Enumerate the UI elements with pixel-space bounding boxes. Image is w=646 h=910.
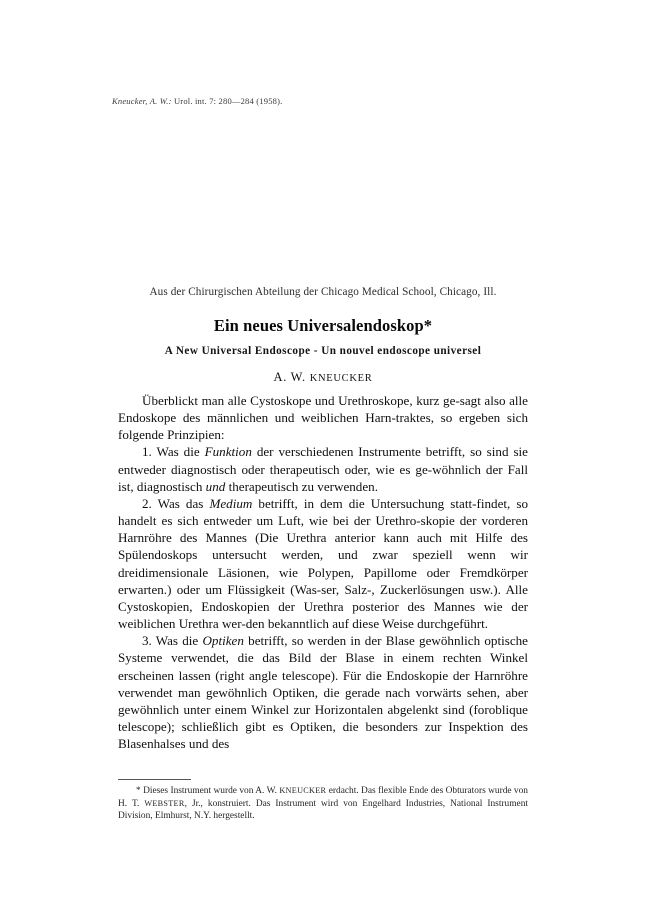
footnote-name-kneucker: KNEUCKER [279, 786, 327, 795]
author-initials: A. W. [273, 369, 310, 384]
paragraph-item-1 [118, 443, 528, 494]
footnote-separator-rule [118, 779, 191, 780]
item-2-emphasis-medium: Medium [209, 495, 253, 511]
author-byline [118, 370, 528, 385]
item-3-tail: betrifft, so werden in der Blase gewöhnlich optische Systeme verwendet, die das Bild der Blase in einem rechten Winkel erscheinen lassen (right angle telescope). Für die Endoskopie der Harnröhre verwendet man gewöhnlich Optiken, die gerade nach vorwärts sehen, aber gewöhnlich unter einem Winkel zur Horizontalen abgelenkt sind (foroblique telescope); schließlich gibt es Optiken, die besonders zur Inspektion des Blasenhalses und des [118, 633, 528, 752]
item-1-tail: therapeutisch zu verwenden. [225, 478, 378, 494]
paragraph-item-3 [118, 632, 528, 752]
footnote-part-a: * Dieses Instrument wurde von A. W. [136, 786, 280, 796]
paragraph-intro-text: Überblickt man alle Cystoskope und Urethroskope, kurz ge-sagt also alle Endoskope des männlichen und weiblichen Harn-traktes, so ergeben sich folgende Prinzipien: [118, 393, 528, 443]
running-head [112, 96, 542, 106]
subtitle: A New Universal Endoscope - Un nouvel endoscope universel [164, 344, 482, 357]
footnote-part-c: , Jr., konstruiert. Das Instrument wird von Engelhard Industries, National Instrument Division, Elmhurst, N.Y. hergestellt. [118, 798, 528, 822]
item-2-tail: betrifft, in dem die Untersuchung statt-findet, so handelt es sich entweder um Luft, wie bei der Urethro-skopie der vorderen Harnröhre des Mannes (Die Urethra anterior kann auch mit Hilfe des Spülendoskops untersucht werden, und zwar speziell wenn wir dreidimensionale Läsionen, wie Polypen, Papillome oder Fremdkörper erwarten.) oder um Flüssigkeit (Was-ser, Salz-, Zuckerlösungen usw.). Alle Cystoskopien, Endoskopien der Urethra posterior des Mannes wie der weiblichen Urethra wer-den bekanntlich auf diese Weise durchgeführt. [118, 495, 528, 632]
footnote-name-webster: WEBSTER [144, 798, 185, 808]
author-surname: KNEUCKER [309, 372, 373, 384]
item-2-lead: 2. Was das [142, 495, 210, 511]
paragraph-item-2 [118, 495, 528, 632]
item-3-emphasis-optiken: Optiken [202, 633, 244, 649]
footnote [118, 785, 528, 823]
paragraph-intro [118, 392, 528, 443]
title-block [118, 316, 528, 385]
item-3-lead: 3. Was die [142, 633, 203, 649]
page-title: Ein neues Universalendoskop* [213, 316, 433, 335]
body-text [118, 392, 528, 752]
footnote-paragraph [118, 785, 528, 823]
item-1-lead: 1. Was die [142, 444, 205, 460]
item-1-middle: der verschiedenen Instrumente betrifft, so sind sie entweder diagnostisch oder therapeutisch oder, wie es ge-wöhnlich der Fall ist, diagnostisch [118, 444, 528, 494]
running-head-citation: Urol. int. 7: 280—284 (1958). [171, 96, 283, 106]
affiliation-line: Aus der Chirurgischen Abteilung der Chicago Medical School, Chicago, Ill. [149, 286, 497, 298]
item-1-emphasis-funktion: Funktion [204, 444, 252, 460]
footnote-part-b: erdacht. Das flexible Ende des Obturators wurde von H. T. [118, 786, 528, 809]
running-head-author: Kneucker, A. W.: [112, 96, 172, 106]
item-1-emphasis-und: und [205, 478, 226, 494]
